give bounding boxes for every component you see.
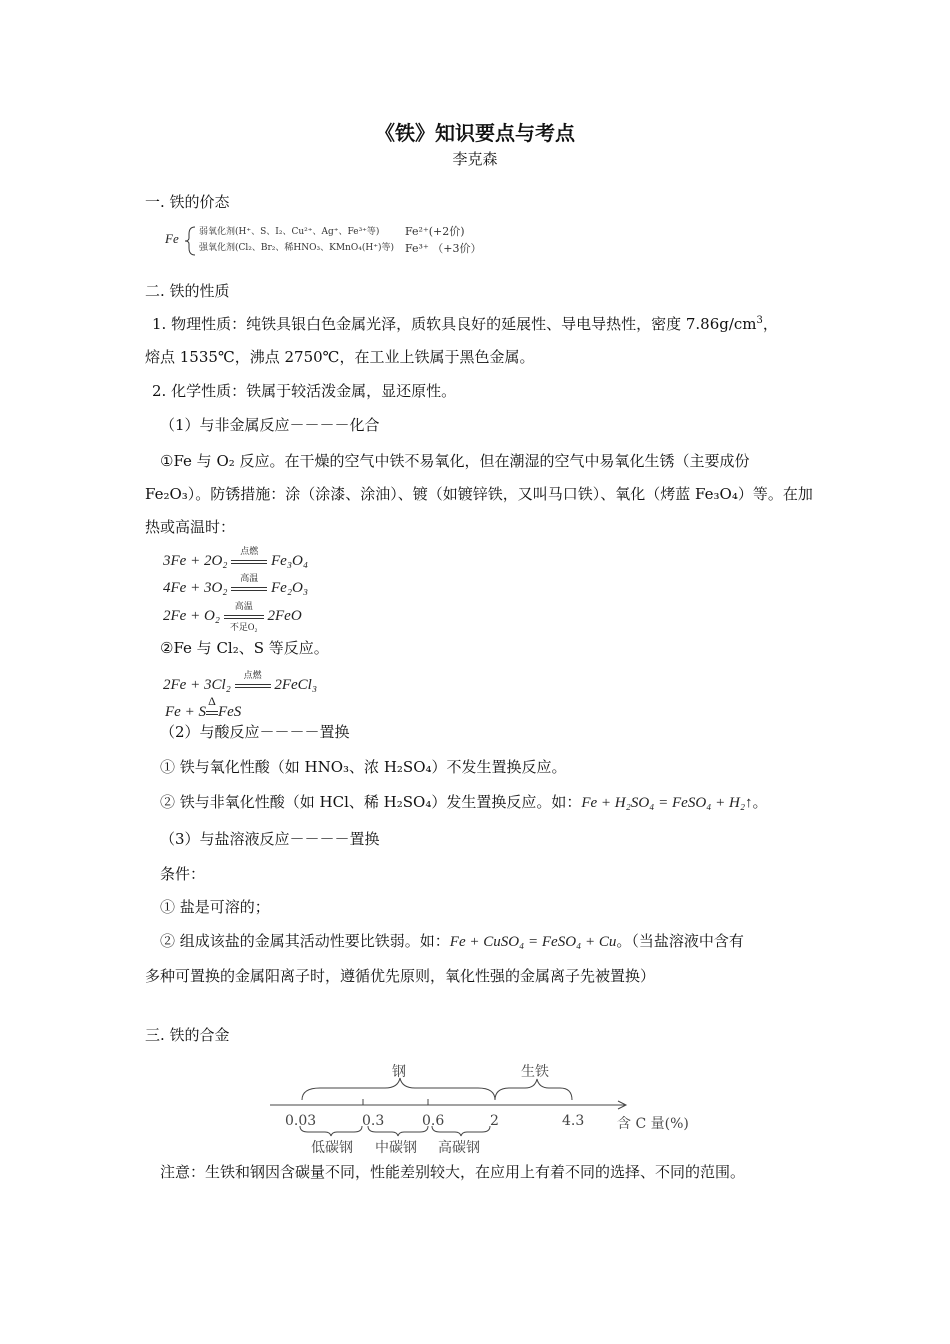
pig-iron-label: 生铁 [521,1064,549,1080]
equation-feo [163,601,302,632]
condition-activity-text: ② 组成该盐的金属其活动性要比铁弱。如： [160,932,450,950]
equation-feo-left: 2Fe + O₂ [163,608,220,624]
equation-fe2o3 [163,573,309,597]
tick-label: 0.03 [285,1113,317,1129]
non-oxidizing-acid-line [160,792,768,813]
tick-label: 0.6 [422,1113,445,1129]
document-title: 《铁》知识要点与考点 [375,121,575,145]
condition-soluble: ① 盐是可溶的； [160,898,270,916]
conditions-label: 条件： [160,865,206,883]
fe-o2-line-2: Fe₂O₃）。防锈措施：涂（涂漆、涂油）、镀（如镀锌铁，又叫马口铁）、氧化（烤蓝 Fe₃O₄）等。在加 [145,485,813,503]
equation-fe3o4-right: Fe₃O₄ [271,553,309,569]
equation-fes [165,694,242,721]
equation-feo-arrow [224,601,264,632]
valence-branch-2-result: Fe³⁺ （+3价） [405,242,482,255]
equation-fecl3-left: 2Fe + 3Cl₂ [163,677,231,693]
equation-fe2o3-condition: 高温 [240,573,259,583]
non-oxidizing-acid-text: ② 铁与非氧化性酸（如 HCl、稀 H₂SO₄）发生置换反应。如： [160,793,582,811]
condition-activity-end: 。（当盐溶液中含有 [616,932,744,950]
equation-fes-right: FeS [217,704,242,720]
chemical-properties: 2. 化学性质：铁属于较活泼金属，显还原性。 [152,382,457,400]
valence-branch-1-result: Fe²⁺(+2价) [405,225,465,238]
valence-diagram [165,226,615,256]
physical-properties-end: ， [762,315,778,333]
valence-fe: Fe [165,231,179,246]
equation-fecl3-right: 2FeCl₃ [274,677,318,693]
equation-fes-condition: Δ [208,694,216,708]
equation-feo-condition-top: 高温 [234,601,253,611]
fe-o2-line-1: ①Fe 与 O₂ 反应。在干燥的空气中铁不易氧化，但在潮湿的空气中易氧化生锈（主要成份 [160,452,750,470]
equation-fecl3 [163,670,318,694]
low-carbon-steel-label: 低碳钢 [311,1140,353,1156]
tick-label: 0.3 [362,1113,385,1129]
section-3-heading: 三. 铁的合金 [145,1026,230,1044]
brace-icon [183,226,197,256]
tick-label: 4.3 [562,1113,585,1129]
author-name: 李克森 [452,150,498,168]
reaction-salt-heading: （3）与盐溶液反应－－－－置换 [160,830,380,848]
condition-activity-line-2: 多种可置换的金属阳离子时，遵循优先原则，氧化性强的金属离子先被置换） [145,967,656,985]
condition-activity-line-1 [160,931,744,952]
physical-properties-text: 1. 物理性质：纯铁具银白色金属光泽，质软具良好的延展性、导电导热性，密度 7.86g/cm [152,315,757,333]
equation-fe3o4-condition: 点燃 [240,546,259,556]
medium-carbon-steel-label: 中碳钢 [375,1140,417,1156]
section-2-heading: 二. 铁的性质 [145,282,230,300]
equation-fe3o4-left: 3Fe + 2O₂ [163,553,228,569]
equation-fes-left: Fe + S [165,704,206,720]
density-unit-exponent: 3 [756,315,763,326]
physical-properties-line-2: 熔点 1535℃，沸点 2750℃，在工业上铁属于黑色金属。 [145,348,535,366]
fe-cl2-s-line: ②Fe 与 Cl₂、S 等反应。 [160,639,329,657]
equation-fes-arrow [206,694,218,721]
equation-h2so4: Fe + H₂SO₄ = FeSO₄ + H₂↑ [581,795,753,811]
equation-fe2o3-left: 4Fe + 3O₂ [163,580,228,596]
alloy-note: 注意：生铁和钢因含碳量不同，性能差别较大，在应用上有着不同的选择、不同的范围。 [160,1163,746,1181]
equation-fecl3-condition: 点燃 [243,670,262,680]
reaction-nonmetal-heading: （1）与非金属反应－－－－化合 [160,416,380,434]
equation-fe2o3-right: Fe₂O₃ [271,580,309,596]
physical-properties-line-1 [152,314,778,334]
equation-cuso4: Fe + CuSO₄ = FeSO₄ + Cu [449,934,617,950]
oxidizing-acid-line: ① 铁与氧化性酸（如 HNO₃、浓 H₂SO₄）不发生置换反应。 [160,758,567,776]
high-carbon-steel-label: 高碳钢 [438,1140,480,1156]
equation-fecl3-arrow [235,670,271,694]
tick-label: 2 [490,1113,499,1129]
steel-label: 钢 [392,1064,406,1080]
reaction-acid-heading: （2）与酸反应－－－－置换 [160,723,350,741]
valence-branch-1-text: 弱氧化剂(H⁺、S、I₂、Cu²⁺、Ag⁺、Fe³⁺等) [199,227,380,237]
equation-fe2o3-arrow [231,573,267,597]
fe-o2-line-3: 热或高温时： [145,518,236,536]
equation-feo-right: 2FeO [267,608,302,624]
non-oxidizing-acid-end: 。 [752,793,768,811]
equation-feo-condition-bottom: 不足O₂ [229,622,258,632]
axis-label: 含 C 量(%) [617,1116,689,1132]
section-1-heading: 一. 铁的价态 [145,193,230,211]
carbon-content-diagram [260,1058,710,1163]
valence-branch-2-text: 强氧化剂(Cl₂、Br₂、稀HNO₃、KMnO₄(H⁺)等) [199,243,394,253]
equation-fe3o4-arrow [231,546,267,570]
equation-fe3o4 [163,546,309,570]
